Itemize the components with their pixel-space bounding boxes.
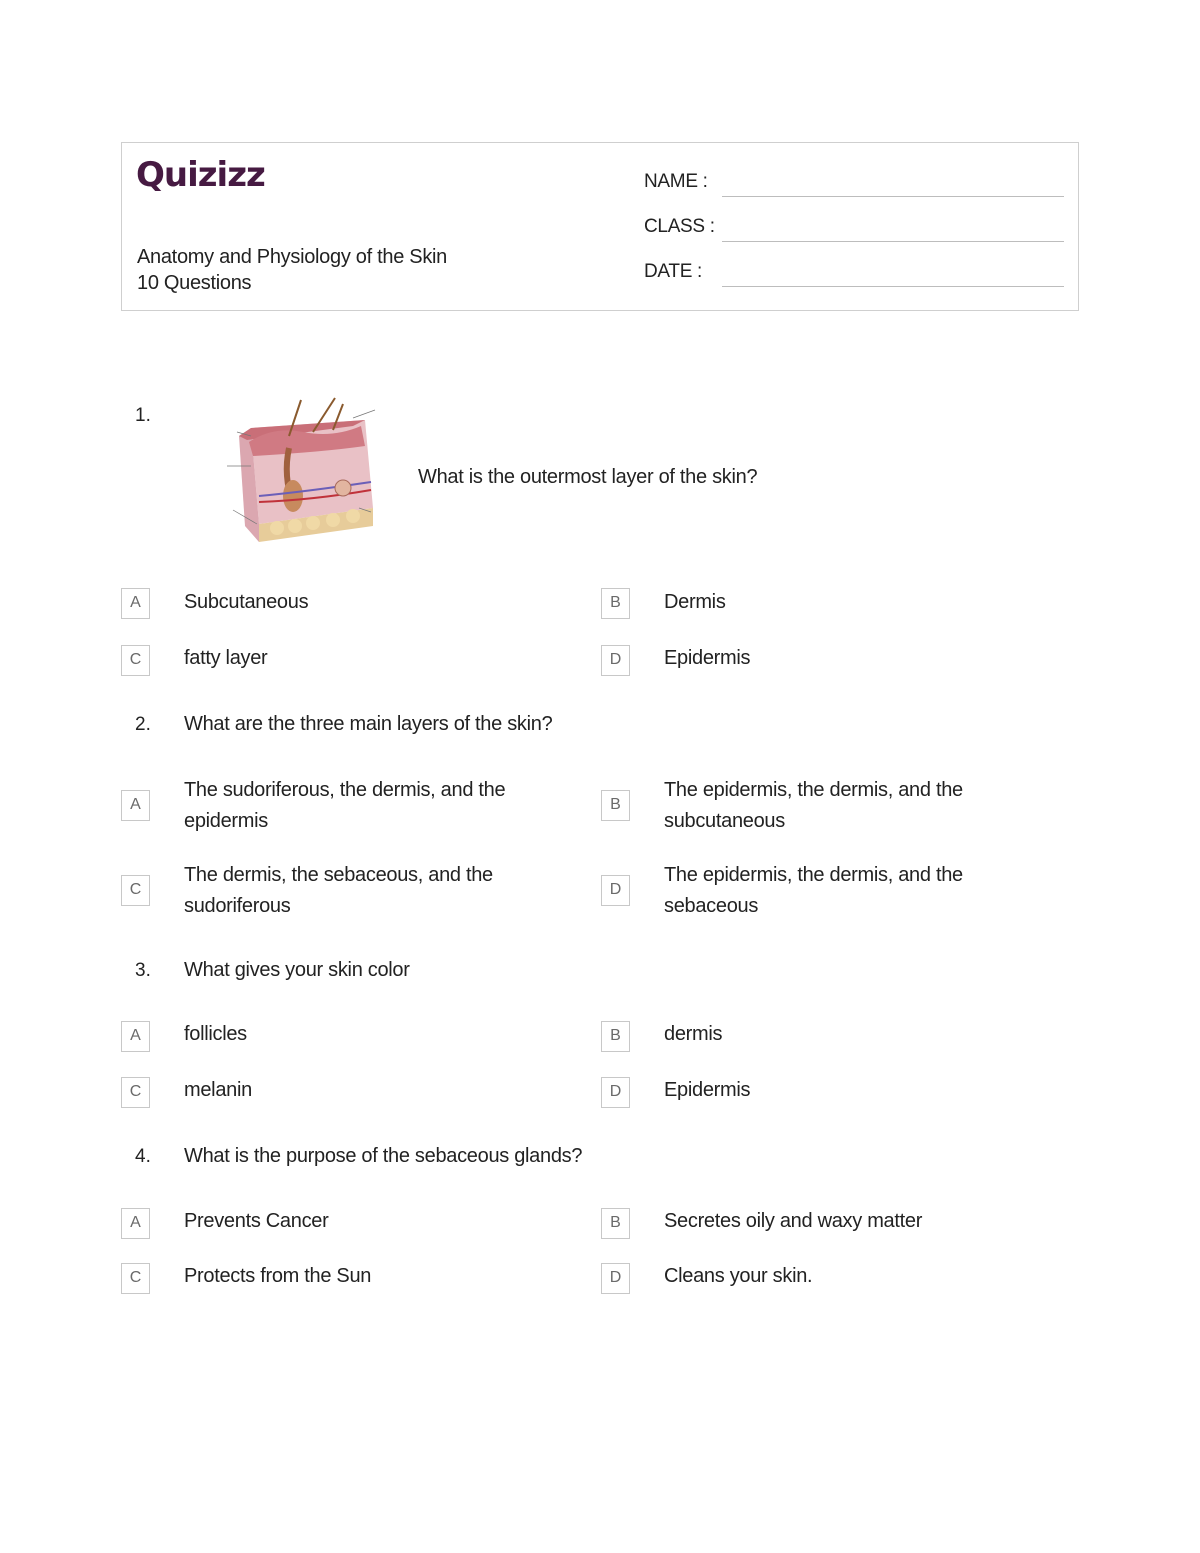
option-letter-box[interactable]: D <box>601 645 630 676</box>
quiz-title: Anatomy and Physiology of the Skin <box>137 246 447 268</box>
option-text[interactable]: dermis <box>664 1023 723 1045</box>
name-label: NAME : <box>644 171 708 192</box>
option-letter-box[interactable]: C <box>121 1263 150 1294</box>
option-letter-box[interactable]: B <box>601 588 630 619</box>
worksheet-header <box>121 142 1079 311</box>
question-text: What gives your skin color <box>184 959 410 981</box>
question-number: 3. <box>135 960 151 981</box>
option-letter-box[interactable]: C <box>121 645 150 676</box>
option-letter-box[interactable]: D <box>601 1077 630 1108</box>
option-text[interactable]: Epidermis <box>664 647 751 669</box>
question-count: 10 Questions <box>137 272 252 294</box>
class-field[interactable] <box>644 216 1064 242</box>
option-letter-box[interactable]: B <box>601 790 630 821</box>
question-number: 2. <box>135 714 151 735</box>
option-letter-box[interactable]: D <box>601 875 630 906</box>
skin-diagram-image <box>193 396 389 556</box>
option-text[interactable]: Protects from the Sun <box>184 1265 372 1287</box>
option-text[interactable]: Epidermis <box>664 1079 751 1101</box>
option-letter-box[interactable]: C <box>121 1077 150 1108</box>
option-letter-box[interactable]: A <box>121 790 150 821</box>
option-letter-box[interactable]: C <box>121 875 150 906</box>
question-text: What are the three main layers of the skin? <box>184 713 553 735</box>
question-number: 4. <box>135 1146 151 1167</box>
option-letter-box[interactable]: A <box>121 588 150 619</box>
date-label: DATE : <box>644 261 703 282</box>
question-text: What is the purpose of the sebaceous glands? <box>184 1145 583 1167</box>
question-text: What is the outermost layer of the skin? <box>418 466 758 488</box>
option-text[interactable]: The sudoriferous, the dermis, and the epidermis <box>184 779 506 832</box>
option-text[interactable]: The dermis, the sebaceous, and the sudoriferous <box>184 864 493 917</box>
option-letter-box[interactable]: B <box>601 1208 630 1239</box>
option-text[interactable]: Subcutaneous <box>184 591 309 613</box>
option-text[interactable]: fatty layer <box>184 647 268 669</box>
quizizz-logo: Quizizz <box>136 155 265 195</box>
option-text[interactable]: Dermis <box>664 591 726 613</box>
option-text[interactable]: follicles <box>184 1023 247 1045</box>
option-text[interactable]: Secretes oily and waxy matter <box>664 1210 923 1232</box>
option-text[interactable]: The epidermis, the dermis, and the subcutaneous <box>664 779 963 832</box>
name-field[interactable] <box>644 171 1064 197</box>
option-letter-box[interactable]: B <box>601 1021 630 1052</box>
option-text[interactable]: Prevents Cancer <box>184 1210 329 1232</box>
option-letter-box[interactable]: A <box>121 1021 150 1052</box>
option-letter-box[interactable]: D <box>601 1263 630 1294</box>
option-letter-box[interactable]: A <box>121 1208 150 1239</box>
class-label: CLASS : <box>644 216 715 237</box>
date-field[interactable] <box>644 261 1064 287</box>
option-text[interactable]: Cleans your skin. <box>664 1265 813 1287</box>
option-text[interactable]: melanin <box>184 1079 252 1101</box>
option-text[interactable]: The epidermis, the dermis, and the sebaceous <box>664 864 963 917</box>
question-number: 1. <box>135 405 151 426</box>
name-line <box>722 196 1064 197</box>
date-line <box>722 286 1064 287</box>
class-line <box>722 241 1064 242</box>
